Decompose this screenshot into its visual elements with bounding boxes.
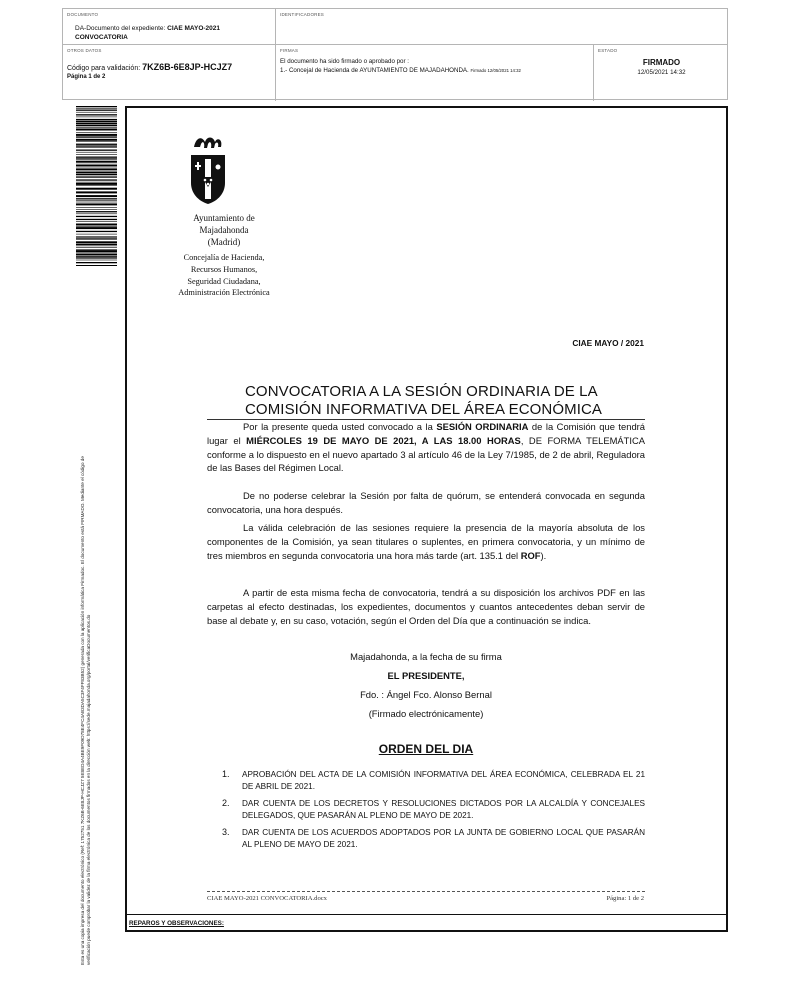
otros-datos-label: OTROS DATOS: [67, 48, 102, 53]
document-reference: CIAE MAYO / 2021: [572, 338, 644, 348]
title-line-2: COMISIÓN INFORMATIVA DEL ÁREA ECONÓMICA: [245, 400, 603, 418]
reparos-label: REPAROS Y OBSERVACIONES:: [129, 920, 224, 927]
list-item: [222, 769, 645, 792]
verification-margin-text: [80, 456, 93, 965]
documento-line2: CONVOCATORIA: [75, 34, 128, 41]
agenda-heading: [207, 742, 645, 756]
closing-signer: Fdo. : Ángel Fco. Alonso Bernal: [360, 689, 492, 700]
p3-rof: ROF: [520, 549, 541, 561]
paragraph-convocation: [207, 420, 645, 475]
dept-line-3: Seguridad Ciudadana,: [187, 276, 261, 286]
validation-code-line: [67, 62, 232, 72]
documento-cell: [63, 9, 275, 44]
validation-code-prefix: Código para validación:: [67, 65, 143, 72]
margin-line-1: Esta es una copia impresa del documento electrónico (Ref: 1752751 7KZ6B-6E8JP-HCJZ7 5E8ED4A4BE9F09D78E4FC4AB3DA5C3F4FF83B52) generada con la aplicación informática Firmadoc. El documento está FIRMADO. Mediante el código de: [80, 456, 85, 965]
p3-part-c: ).: [540, 549, 547, 561]
p4-text: A partir de esta misma fecha de convocatoria, tendrá a su disposición los archivos PDF en las carpetas al efecto destinadas, los expedientes, documentos y cuantos antecedentes deban servir de base al debate y, en su caso, votación, según el Orden del Día que a continuación se indica.: [207, 587, 645, 626]
otros-datos-cell: [63, 45, 275, 101]
agenda-heading-text: ORDEN DEL DIA: [378, 742, 474, 756]
firmas-line1: El documento ha sido firmado o aprobado por :: [280, 58, 409, 65]
validation-code[interactable]: 7KZ6B-6E8JP-HCJZ7: [142, 62, 233, 72]
muni-line-3: (Madrid): [207, 237, 241, 247]
item-number: 2.: [222, 798, 230, 808]
dept-line-2: Recursos Humanos,: [190, 264, 258, 274]
status-date: 12/05/2021 14:32: [637, 69, 686, 76]
department-name: [150, 252, 298, 299]
item-text: DAR CUENTA DE LOS DECRETOS Y RESOLUCIONES DICTADOS POR LA ALCALDÍA Y CONCEJALES DELEGADOS, QUE PASARÁN AL PLENO DE MAYO DE 2021.: [242, 799, 645, 820]
closing-role: EL PRESIDENTE,: [387, 670, 465, 681]
item-number: 1.: [222, 769, 230, 779]
documento-prefix: DA-Documento del expediente:: [75, 25, 168, 32]
paragraph-files: [207, 586, 645, 627]
identificadores-cell: [275, 9, 729, 44]
document-metadata-header: [62, 8, 728, 100]
p3-part-a: La válida celebración de las sesiones requiere la presencia de la mayoría absoluta de los componentes de la Comisión, ya sean titulares o suplentes, en primera convocatoria, y un mínimo de tres miembros en segunda convocatoria una hora más tarde (art. 135.1 del: [207, 522, 645, 561]
footer-divider: [207, 891, 645, 892]
paragraph-quorum: [207, 489, 645, 517]
documento-label: DOCUMENTO: [67, 12, 99, 17]
title-line-1: CONVOCATORIA A LA SESIÓN ORDINARIA DE LA: [245, 383, 598, 400]
barcode-icon: [76, 106, 117, 266]
estado-cell: [593, 45, 729, 101]
agenda-list: [222, 769, 645, 856]
page-count: Página 1 de 2: [67, 74, 106, 80]
municipality-name: [150, 212, 298, 248]
status-badge: FIRMADO: [642, 58, 681, 67]
muni-line-2: Majadahonda: [199, 225, 249, 235]
identificadores-label: IDENTIFICADORES: [280, 12, 325, 17]
muni-line-1: Ayuntamiento de: [193, 213, 255, 223]
p1-part-e: , DE FORMA TELEMÁTICA conforme a lo dispuesto en el nuevo apartado 3 al artículo 46 de la Ley 7/1985, de 2 de abril, Reguladora de las Bases del Régimen Local.: [207, 434, 645, 474]
closing-note: (Firmado electrónicamente): [368, 708, 484, 719]
margin-line-2[interactable]: verificación puede comprobar la validez de la firma electrónica de los documentos firmados en la dirección web: https://sede.majadahonda.org/portal/verificaDocumentos.do: [86, 614, 92, 965]
firmas-signed-date: Firmado 12/05/2021 14:32: [470, 68, 521, 73]
item-number: 3.: [222, 827, 230, 837]
p1-session-date: MIÉRCOLES 19 DE MAYO DE 2021, A LAS 18.00 HORAS: [246, 434, 521, 446]
dept-line-4: Administración Electrónica: [178, 288, 270, 298]
footer-page-number: Página: 1 de 2: [606, 895, 644, 902]
p1-part-a: Por la presente queda usted convocado a la: [243, 421, 437, 432]
closing-place: Majadahonda, a la fecha de su firma: [350, 651, 502, 662]
list-item: [222, 798, 645, 821]
documento-text: [75, 24, 220, 42]
firmas-signer: 1.- Concejal de Hacienda de AYUNTAMIENTO DE MAJADAHONDA.: [280, 67, 469, 74]
item-text: APROBACIÓN DEL ACTA DE LA COMISIÓN INFORMATIVA DEL ÁREA ECONÓMICA, CELEBRADA EL 21 DE ABRIL DE 2021.: [242, 770, 645, 791]
reparos-box: [125, 914, 728, 932]
dept-line-1: Concejalía de Hacienda,: [183, 253, 265, 262]
p1-session-type: SESIÓN ORDINARIA: [436, 421, 529, 432]
item-text: DAR CUENTA DE LOS ACUERDOS ADOPTADOS POR LA JUNTA DE GOBIERNO LOCAL QUE PASARÁN AL PLENO DE MAYO DE 2021.: [242, 828, 645, 849]
estado-label: ESTADO: [598, 48, 618, 53]
document-title: [245, 383, 602, 418]
paragraph-validity: [207, 521, 645, 562]
footer-filename: CIAE MAYO-2021 CONVOCATORIA.docx: [207, 895, 327, 902]
firmas-line2: [280, 67, 521, 74]
firmas-cell: [275, 45, 593, 101]
metadata-row-bottom: [63, 45, 727, 101]
p1-part-c: de la Comisión que tendrá lugar el: [207, 421, 646, 446]
metadata-row-top: [63, 9, 727, 45]
municipal-crest-icon: [188, 133, 228, 205]
documento-value: CIAE MAYO-2021: [167, 25, 221, 32]
list-item: [222, 827, 645, 850]
firmas-label: FIRMAS: [280, 48, 299, 53]
p2-text: De no poderse celebrar la Sesión por falta de quórum, se entenderá convocada en segunda convocatoria, una hora después.: [207, 490, 645, 515]
